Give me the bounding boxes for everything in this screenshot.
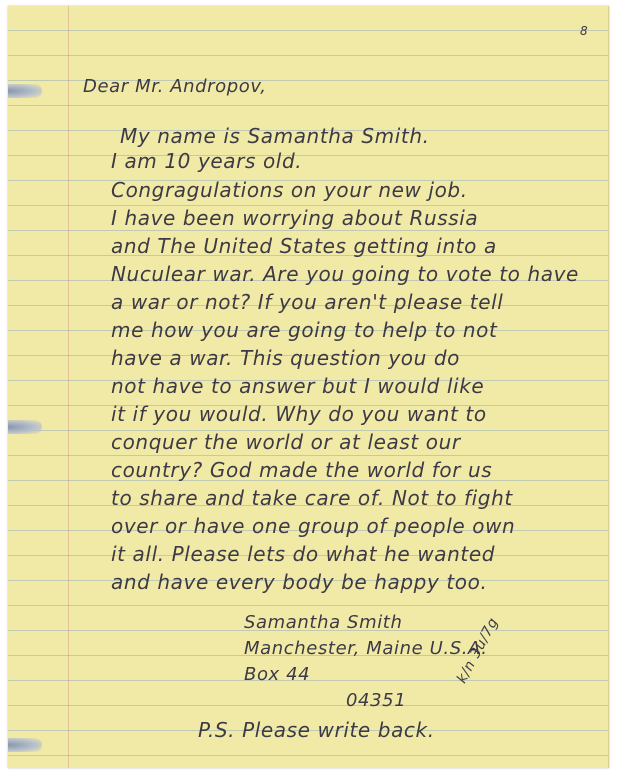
body-line: My name is Samantha Smith. (120, 124, 430, 148)
body-line: to share and take care of. Not to fight (111, 486, 513, 510)
signature-name: Samantha Smith (244, 612, 403, 633)
page-number: 8 (580, 24, 589, 38)
body-line: over or have one group of people own (111, 514, 516, 538)
greeting: Dear Mr. Andropov, (83, 76, 267, 97)
postscript: P.S. Please write back. (198, 718, 435, 742)
body-line: it all. Please lets do what he wanted (111, 542, 496, 566)
body-line: Nuculear war. Are you going to vote to have (111, 262, 579, 286)
body-line: have a war. This question you do (111, 346, 460, 370)
body-line: I have been worrying about Russia (111, 206, 479, 230)
signature-box: Box 44 (244, 664, 311, 685)
body-line: conquer the world or at least our (111, 430, 461, 454)
body-line: not have to answer but I would like (111, 374, 485, 398)
signature-zip: 04351 (346, 690, 407, 711)
body-line: country? God made the world for us (111, 458, 493, 482)
archive-annotation: k/n 3u/7g (453, 615, 502, 686)
body-line: and The United States getting into a (111, 234, 497, 258)
letter-sheet (8, 6, 609, 768)
binder-hole-top (8, 84, 42, 98)
body-line: Congragulations on your new job. (111, 178, 468, 202)
body-line: I am 10 years old. (111, 149, 303, 173)
body-line: and have every body be happy too. (111, 570, 488, 594)
signature-address: Manchester, Maine U.S.A. (244, 638, 488, 659)
body-line: me how you are going to help to not (111, 318, 498, 342)
body-line: a war or not? If you aren't please tell (111, 290, 504, 314)
binder-hole-bottom (8, 738, 42, 752)
margin-line (68, 6, 69, 768)
binder-hole-middle (8, 420, 42, 434)
body-line: it if you would. Why do you want to (111, 402, 487, 426)
